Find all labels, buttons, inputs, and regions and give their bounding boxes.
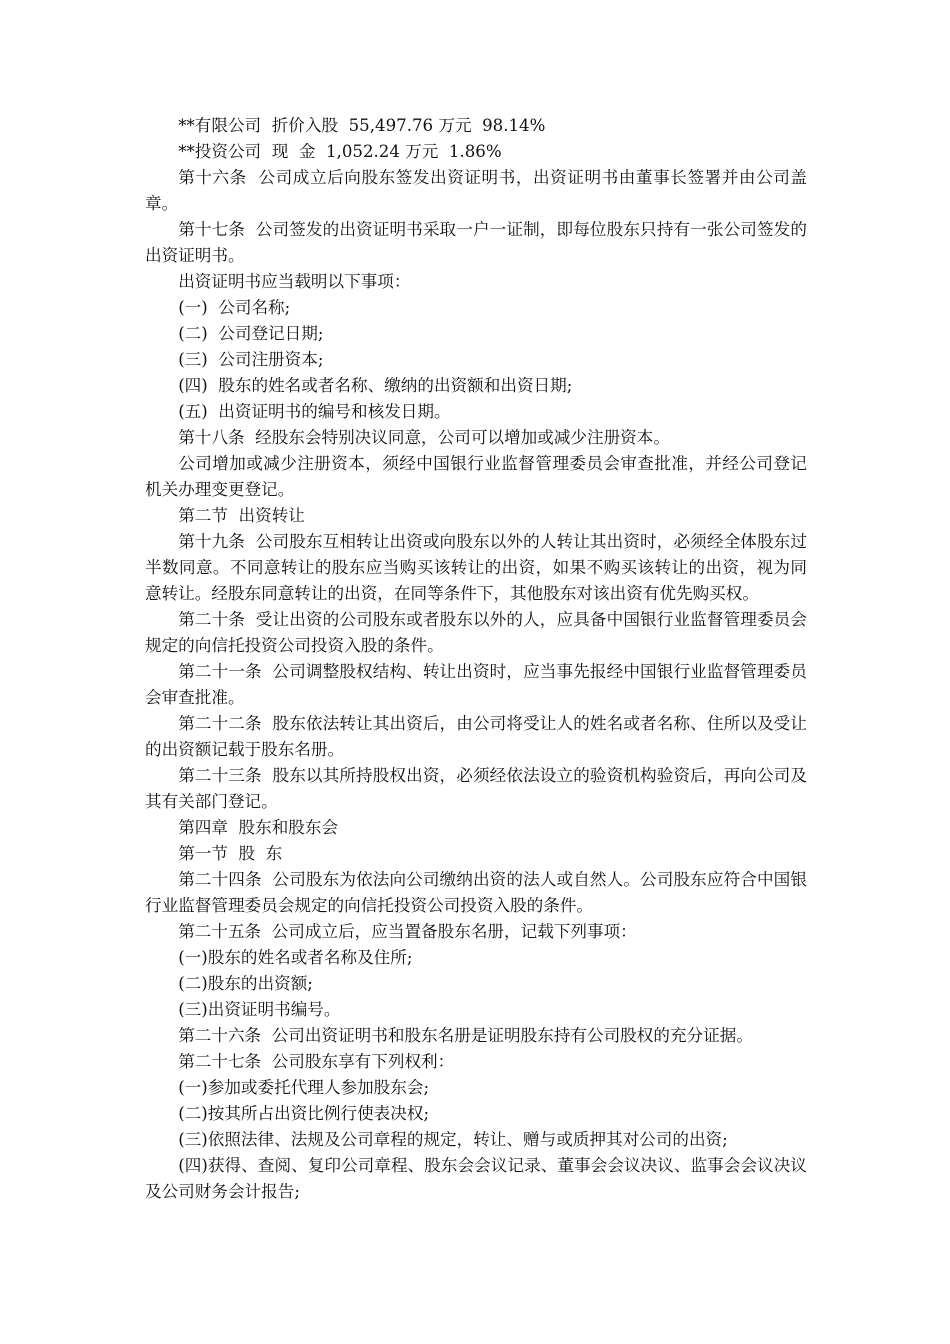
certificate-items-intro: 出资证明书应当载明以下事项： xyxy=(178,272,411,291)
article-16: 第十六条 公司成立后向股东签发出资证明书，出资证明书由董事长签署并由公司盖章。 xyxy=(145,168,807,213)
section-heading-transfer: 第二节 出资转让 xyxy=(178,506,305,525)
article-18: 第十八条 经股东会特别决议同意，公司可以增加或减少注册资本。 xyxy=(178,428,670,447)
certificate-item-5: (五) 出资证明书的编号和核发日期。 xyxy=(178,402,451,421)
certificate-item-1: (一) 公司名称; xyxy=(178,298,291,317)
chapter-heading-4: 第四章 股东和股东会 xyxy=(178,818,339,837)
shareholder-line-1: **有限公司 折价入股 55,497.76 万元 98.14% xyxy=(178,116,546,135)
right-item-2: (二)按其所占出资比例行使表决权; xyxy=(178,1104,430,1123)
article-23: 第二十三条 股东以其所持股权出资，必须经依法设立的验资机构验资后，再向公司及其有关部门登记。 xyxy=(145,766,807,811)
shareholder-line-2: **投资公司 现 金 1,052.24 万元 1.86% xyxy=(178,142,502,161)
article-20: 第二十条 受让出资的公司股东或者股东以外的人，应具备中国银行业监督管理委员会规定的向信托投资公司投资入股的条件。 xyxy=(145,610,807,655)
article-27: 第二十七条 公司股东享有下列权利： xyxy=(178,1052,455,1071)
register-item-1: (一)股东的姓名或者名称及住所; xyxy=(178,948,413,967)
article-18-clause: 公司增加或减少注册资本，须经中国银行业监督管理委员会审查批准，并经公司登记机关办理变更登记。 xyxy=(145,454,807,499)
article-17: 第十七条 公司签发的出资证明书采取一户一证制，即每位股东只持有一张公司签发的出资证明书。 xyxy=(145,220,807,265)
certificate-item-3: (三) 公司注册资本; xyxy=(178,350,324,369)
article-19: 第十九条 公司股东互相转让出资或向股东以外的人转让其出资时，必须经全体股东过半数同意。不同意转让的股东应当购买该转让的出资，如果不购买该转让的出资，视为同意转让。经股东同意转让的出资，在同等条件下，其他股东对该出资有优先购买权。 xyxy=(145,532,807,603)
article-22: 第二十二条 股东依法转让其出资后，由公司将受让人的姓名或者名称、住所以及受让的出资额记载于股东名册。 xyxy=(145,714,807,759)
register-item-2: (二)股东的出资额; xyxy=(178,974,313,993)
right-item-4: (四)获得、查阅、复印公司章程、股东会会议记录、董事会会议决议、监事会会议决议及公司财务会计报告; xyxy=(145,1156,807,1201)
register-item-3: (三)出资证明书编号。 xyxy=(178,1000,341,1019)
certificate-item-2: (二) 公司登记日期; xyxy=(178,324,324,343)
article-21: 第二十一条 公司调整股权结构、转让出资时，应当事先报经中国银行业监督管理委员会审查批准。 xyxy=(145,662,807,707)
section-heading-shareholders: 第一节 股 东 xyxy=(178,844,283,863)
document-body xyxy=(145,113,807,1205)
certificate-item-4: (四) 股东的姓名或者名称、缴纳的出资额和出资日期; xyxy=(178,376,573,395)
article-26: 第二十六条 公司出资证明书和股东名册是证明股东持有公司股权的充分证据。 xyxy=(178,1026,753,1045)
right-item-1: (一)参加或委托代理人参加股东会; xyxy=(178,1078,430,1097)
right-item-3: (三)依照法律、法规及公司章程的规定，转让、赠与或质押其对公司的出资; xyxy=(178,1130,728,1149)
article-25: 第二十五条 公司成立后，应当置备股东名册，记载下列事项： xyxy=(178,922,637,941)
article-24: 第二十四条 公司股东为依法向公司缴纳出资的法人或自然人。公司股东应符合中国银行业监督管理委员会规定的向信托投资公司投资入股的条件。 xyxy=(145,870,807,915)
